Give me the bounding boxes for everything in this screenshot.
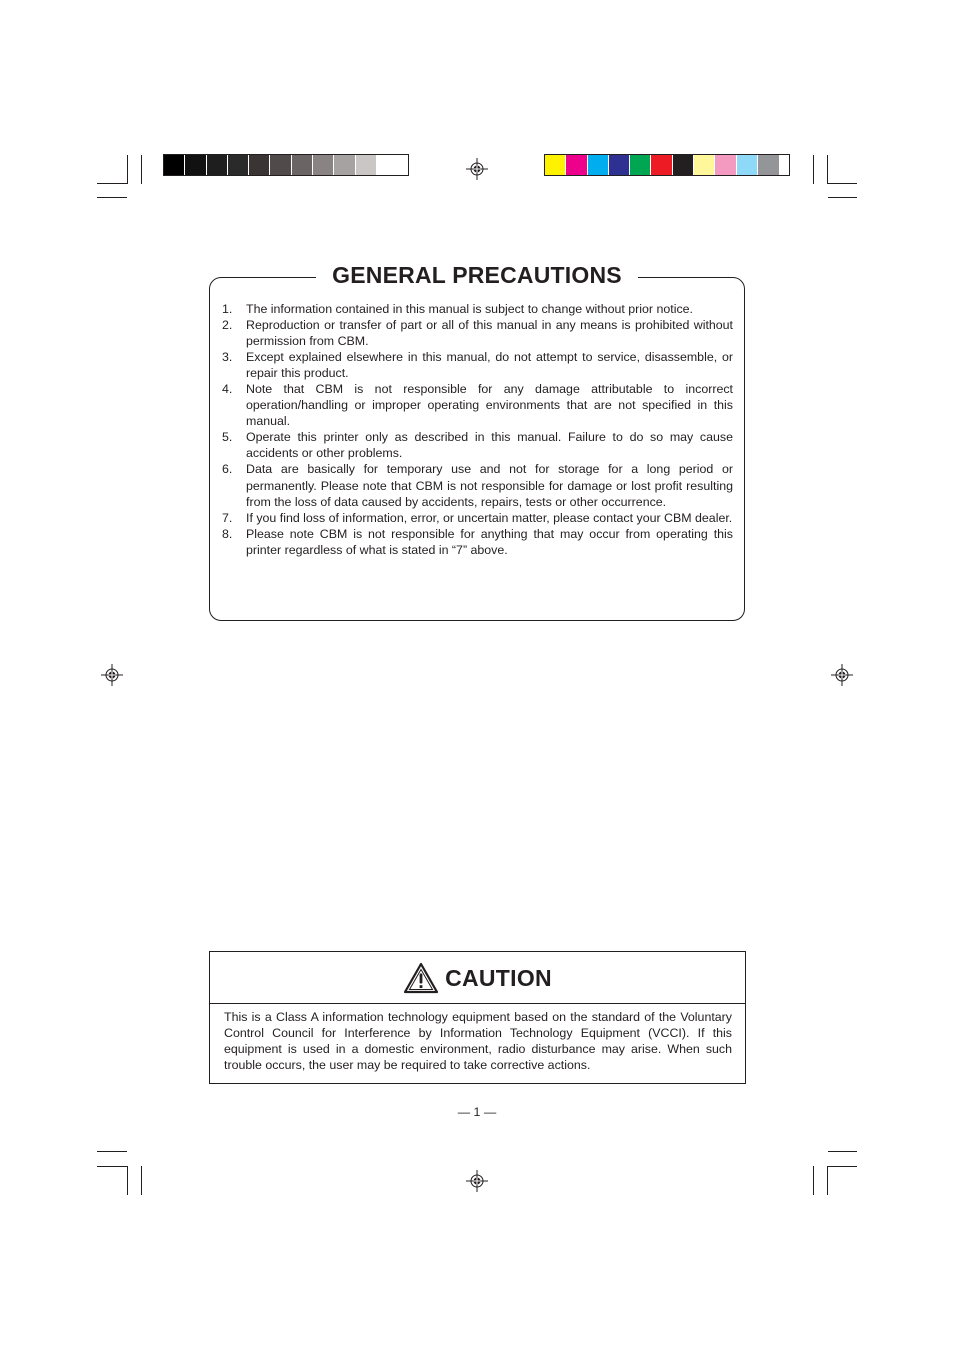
precaution-number: 4. (222, 382, 233, 397)
precaution-text: Please note CBM is not responsible for anything that may occur from operating this printer regardless of what is stated in “7” above. (246, 526, 733, 557)
registration-target-icon (466, 1170, 488, 1192)
caution-title: CAUTION (445, 965, 552, 991)
crop-mark (127, 155, 128, 184)
precaution-number: 8. (222, 526, 233, 541)
precautions-list (222, 301, 733, 558)
registration-target-icon (101, 664, 123, 686)
crop-mark (827, 155, 828, 184)
color-swatch (758, 155, 779, 175)
precaution-text: Note that CBM is not responsible for any damage attributable to incorrect operation/handling or improper operating environments that are not specified in this manual. (246, 382, 733, 429)
precaution-item (222, 510, 733, 526)
color-swatch (249, 155, 270, 175)
precaution-number: 2. (222, 318, 233, 333)
color-swatch (270, 155, 291, 175)
color-swatch (185, 155, 206, 175)
color-swatch (673, 155, 694, 175)
color-swatch (737, 155, 758, 175)
registration-target-icon (831, 664, 853, 686)
crop-mark (141, 1166, 142, 1195)
crop-mark (828, 197, 857, 198)
precaution-item (222, 317, 733, 349)
color-swatch (630, 155, 651, 175)
precaution-item (222, 526, 733, 558)
color-swatch (313, 155, 334, 175)
crop-mark (813, 155, 814, 184)
precaution-item (222, 429, 733, 461)
precaution-item (222, 461, 733, 509)
precaution-number: 1. (222, 302, 233, 316)
crop-mark (813, 1166, 814, 1195)
color-swatch (356, 155, 377, 175)
color-swatch (228, 155, 249, 175)
precaution-number: 3. (222, 350, 233, 365)
color-calibration-strip (544, 154, 790, 176)
color-swatch (588, 155, 609, 175)
color-swatch (334, 155, 355, 175)
crop-mark (127, 1166, 128, 1195)
color-swatch (377, 155, 398, 175)
crop-mark (828, 1151, 857, 1152)
color-swatch (292, 155, 313, 175)
page-number: — 1 — (457, 1105, 497, 1119)
color-swatch (651, 155, 672, 175)
crop-mark (97, 183, 127, 184)
warning-triangle-icon (403, 962, 439, 994)
precaution-number: 5. (222, 430, 233, 445)
crop-mark (97, 1151, 127, 1152)
precaution-item (222, 349, 733, 381)
precaution-text: Reproduction or transfer of part or all of this manual in any means is prohibited without permission from CBM. (246, 318, 733, 349)
precaution-text: If you find loss of information, error, or uncertain matter, please contact your CBM dealer. (246, 510, 733, 525)
registration-target-icon (466, 158, 488, 180)
color-swatch (207, 155, 228, 175)
precaution-number: 7. (222, 510, 233, 525)
gray-calibration-strip (163, 154, 409, 176)
caution-box (209, 951, 746, 1084)
color-swatch (566, 155, 587, 175)
precaution-item (222, 301, 733, 317)
crop-mark (827, 1166, 828, 1195)
color-swatch (164, 155, 185, 175)
color-swatch (715, 155, 736, 175)
crop-mark (141, 155, 142, 184)
caution-header (210, 956, 745, 1000)
precaution-number: 6. (222, 462, 233, 477)
caution-text: This is a Class A information technology equipment based on the standard of the Voluntary Control Council for Interference by Information Technology Equipment (VCCI). If this equipment is used in a domestic environment, radio disturbance may arise. When such trouble occurs, the user may be required to take corrective actions. (224, 1010, 732, 1072)
precaution-text: Except explained elsewhere in this manual, do not attempt to service, disassemble, or repair this product. (246, 350, 733, 381)
color-swatch (694, 155, 715, 175)
caution-divider (210, 1003, 745, 1004)
precaution-text: Operate this printer only as described in this manual. Failure to do so may cause accidents or other problems. (246, 430, 733, 461)
crop-mark (828, 1166, 857, 1167)
color-swatch (545, 155, 566, 175)
precaution-item (222, 381, 733, 429)
crop-mark (97, 1166, 127, 1167)
color-swatch (609, 155, 630, 175)
precaution-text: Data are basically for temporary use and not for storage for a long period or permanently. Please note that CBM is not responsible for damage or lost profit resulting from the loss of data caused by accidents, repairs, tests or other occurrence. (246, 462, 733, 509)
crop-mark (828, 183, 857, 184)
precaution-text: The information contained in this manual is subject to change without prior notice. (246, 302, 694, 316)
crop-mark (97, 197, 127, 198)
precautions-title: GENERAL PRECAUTIONS (316, 260, 638, 290)
